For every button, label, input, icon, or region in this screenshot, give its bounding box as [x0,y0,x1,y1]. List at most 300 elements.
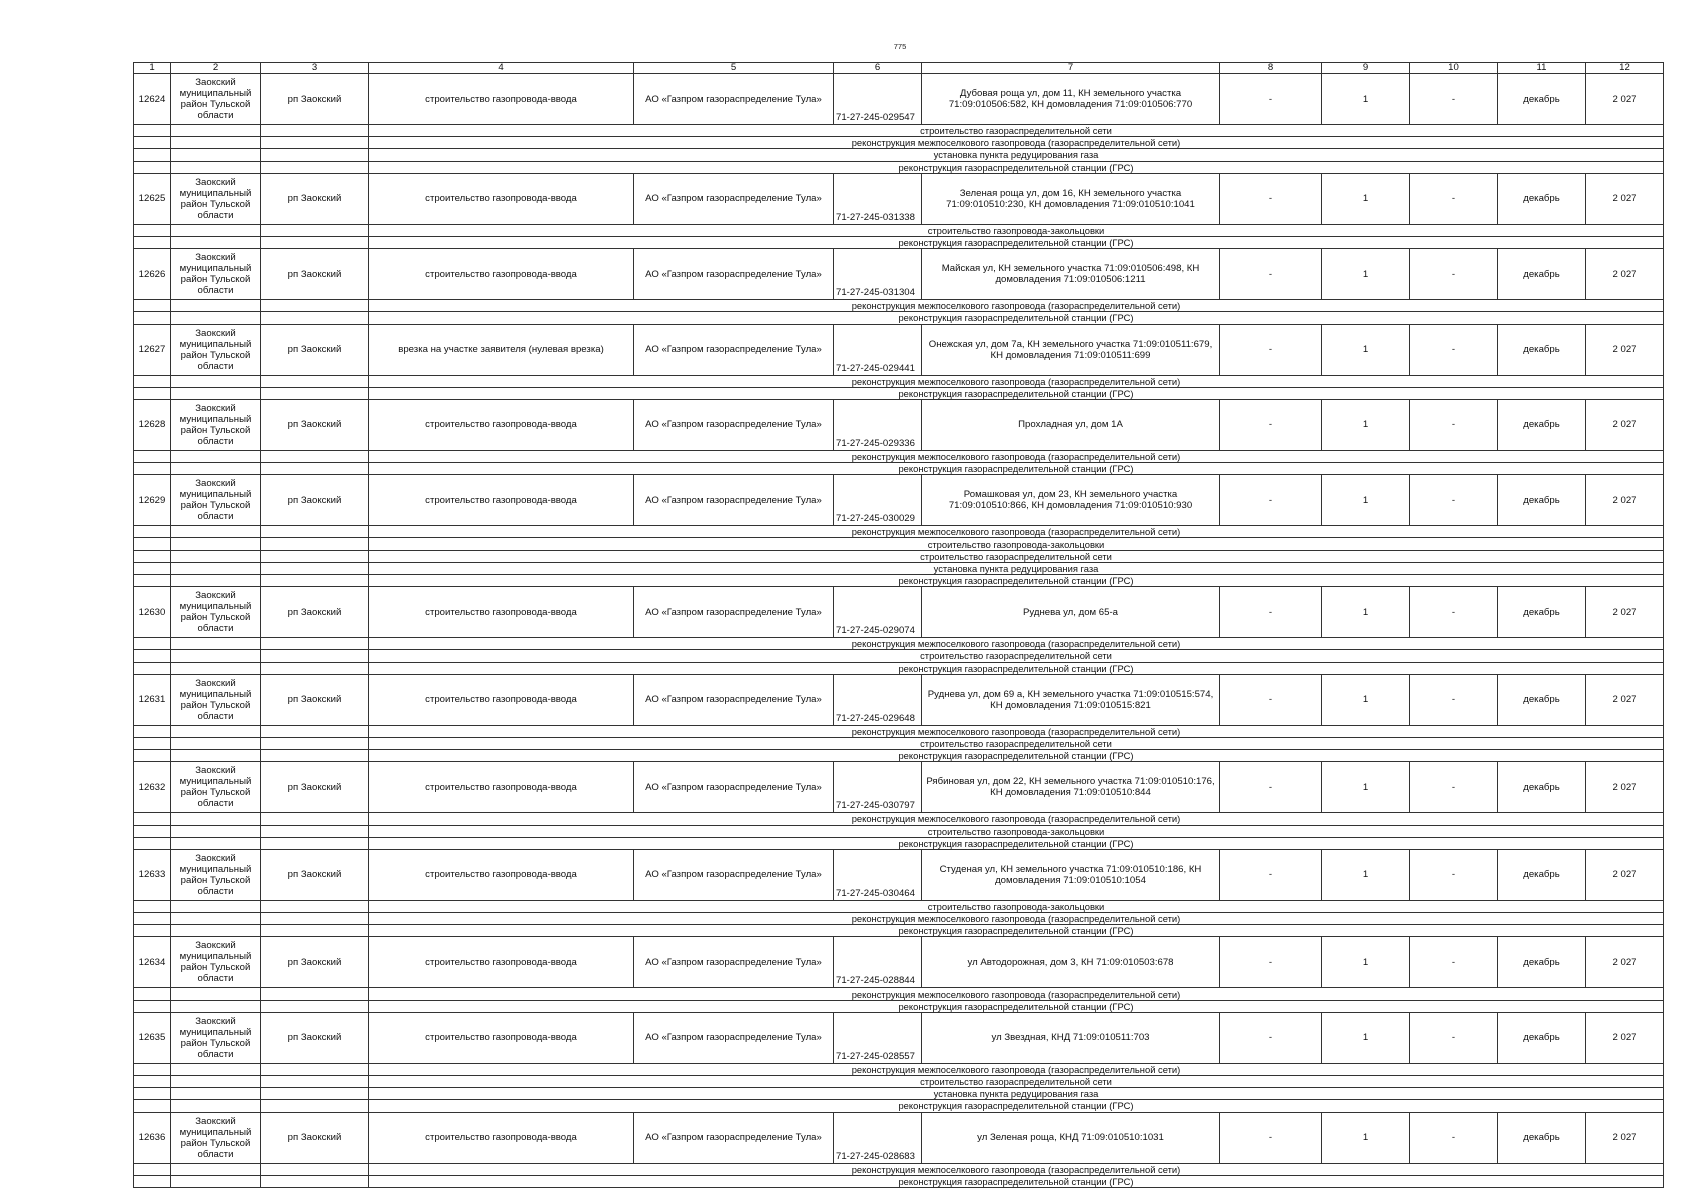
year-cell: 2 027 [1586,762,1664,813]
sub-work-row [134,638,1664,650]
year-cell: 2 027 [1586,399,1664,450]
work-type-cell: строительство газопровода-ввода [369,1112,634,1163]
blank-cell [134,1000,171,1012]
sub-work-row [134,550,1664,562]
month-cell: декабрь [1498,249,1586,300]
sub-work-text: реконструкция межпоселкового газопровода (газораспределительной сети) [369,638,1664,650]
blank-cell [134,450,171,462]
column-header: 4 [369,63,634,74]
sub-work-row [134,312,1664,324]
address-cell: Зеленая роща ул, дом 16, КН земельного участка 71:09:010510:230, КН домовладения 71:09:010510:1041 [922,173,1220,224]
blank-cell [134,650,171,662]
year-cell: 2 027 [1586,74,1664,125]
sub-work-text: реконструкция межпоселкового газопровода (газораспределительной сети) [369,725,1664,737]
column-8-cell: - [1220,937,1322,988]
work-type-cell: строительство газопровода-ввода [369,762,634,813]
blank-cell [261,312,369,324]
blank-cell [261,463,369,475]
sub-work-text: реконструкция межпоселкового газопровода (газораспределительной сети) [369,375,1664,387]
column-10-cell: - [1410,249,1498,300]
district-cell: Заокский муниципальный район Тульской области [171,324,261,375]
blank-cell [171,988,261,1000]
record-id: 12636 [134,1112,171,1163]
record-id: 12628 [134,399,171,450]
table-row [134,475,1664,526]
sub-work-text: реконструкция газораспределительной станции (ГРС) [369,1175,1664,1187]
column-10-cell: - [1410,849,1498,900]
year-cell: 2 027 [1586,249,1664,300]
sub-work-text: строительство газораспределительной сети [369,550,1664,562]
blank-cell [171,550,261,562]
blank-cell [261,725,369,737]
blank-cell [171,925,261,937]
work-type-cell: строительство газопровода-ввода [369,937,634,988]
application-code-cell: 71-27-245-029441 [834,324,922,375]
blank-cell [261,1100,369,1112]
sub-work-text: реконструкция газораспределительной станции (ГРС) [369,463,1664,475]
blank-cell [261,900,369,912]
sub-work-row [134,750,1664,762]
address-cell: Руднева ул, дом 65-а [922,587,1220,638]
sub-work-text: реконструкция газораспределительной станции (ГРС) [369,1000,1664,1012]
application-code-cell: 71-27-245-030464 [834,849,922,900]
blank-cell [171,387,261,399]
application-code-cell: 71-27-245-029648 [834,674,922,725]
column-8-cell: - [1220,399,1322,450]
address-cell: Онежская ул, дом 7а, КН земельного участка 71:09:010511:679, КН домовладения 71:09:010511:699 [922,324,1220,375]
work-type-cell: строительство газопровода-ввода [369,173,634,224]
blank-cell [134,900,171,912]
address-cell: Студеная ул, КН земельного участка 71:09:010510:186, КН домовладения 71:09:010510:1054 [922,849,1220,900]
blank-cell [134,638,171,650]
district-cell: Заокский муниципальный район Тульской области [171,1012,261,1063]
month-cell: декабрь [1498,762,1586,813]
column-number-header-row [134,63,1664,74]
blank-cell [134,925,171,937]
sub-work-text: реконструкция межпоселкового газопровода (газораспределительной сети) [369,300,1664,312]
blank-cell [261,837,369,849]
sub-work-text: реконструкция газораспределительной станции (ГРС) [369,161,1664,173]
organization-cell: АО «Газпром газораспределение Тула» [634,324,834,375]
settlement-cell: рп Заокский [261,762,369,813]
blank-cell [134,725,171,737]
blank-cell [261,988,369,1000]
table-row [134,1012,1664,1063]
blank-cell [261,650,369,662]
blank-cell [171,1088,261,1100]
blank-cell [171,236,261,248]
blank-cell [261,575,369,587]
blank-cell [171,575,261,587]
blank-cell [171,463,261,475]
work-type-cell: строительство газопровода-ввода [369,587,634,638]
table-row [134,249,1664,300]
table-row [134,937,1664,988]
blank-cell [171,750,261,762]
column-9-cell: 1 [1322,475,1410,526]
sub-work-row [134,224,1664,236]
sub-work-text: реконструкция газораспределительной станции (ГРС) [369,575,1664,587]
sub-work-row [134,988,1664,1000]
district-cell: Заокский муниципальный район Тульской области [171,674,261,725]
column-header: 3 [261,63,369,74]
blank-cell [261,149,369,161]
blank-cell [171,526,261,538]
record-id: 12632 [134,762,171,813]
application-code-cell: 71-27-245-029547 [834,74,922,125]
settlement-cell: рп Заокский [261,399,369,450]
sub-work-row [134,387,1664,399]
column-header: 9 [1322,63,1410,74]
blank-cell [134,300,171,312]
blank-cell [134,750,171,762]
sub-work-text: реконструкция газораспределительной станции (ГРС) [369,387,1664,399]
blank-cell [134,137,171,149]
column-header: 2 [171,63,261,74]
column-8-cell: - [1220,1012,1322,1063]
column-8-cell: - [1220,674,1322,725]
work-type-cell: строительство газопровода-ввода [369,1012,634,1063]
blank-cell [261,813,369,825]
blank-cell [171,725,261,737]
blank-cell [134,988,171,1000]
blank-cell [171,1063,261,1075]
column-header: 6 [834,63,922,74]
blank-cell [134,575,171,587]
column-10-cell: - [1410,587,1498,638]
column-10-cell: - [1410,324,1498,375]
district-cell: Заокский муниципальный район Тульской области [171,937,261,988]
blank-cell [134,662,171,674]
blank-cell [171,161,261,173]
blank-cell [171,224,261,236]
column-8-cell: - [1220,324,1322,375]
table-row [134,173,1664,224]
work-type-cell: строительство газопровода-ввода [369,849,634,900]
column-8-cell: - [1220,762,1322,813]
month-cell: декабрь [1498,475,1586,526]
column-8-cell: - [1220,173,1322,224]
month-cell: декабрь [1498,849,1586,900]
blank-cell [134,737,171,749]
application-code-cell: 71-27-245-028683 [834,1112,922,1163]
address-cell: Прохладная ул, дом 1А [922,399,1220,450]
sub-work-text: реконструкция газораспределительной станции (ГРС) [369,1100,1664,1112]
sub-work-text: реконструкция газораспределительной станции (ГРС) [369,750,1664,762]
blank-cell [134,562,171,574]
record-id: 12634 [134,937,171,988]
blank-cell [171,538,261,550]
settlement-cell: рп Заокский [261,587,369,638]
sub-work-row [134,1175,1664,1187]
column-9-cell: 1 [1322,249,1410,300]
year-cell: 2 027 [1586,937,1664,988]
organization-cell: АО «Газпром газораспределение Тула» [634,587,834,638]
sub-work-row [134,450,1664,462]
sub-work-row [134,925,1664,937]
blank-cell [134,1063,171,1075]
record-id: 12630 [134,587,171,638]
work-type-cell: строительство газопровода-ввода [369,475,634,526]
blank-cell [134,825,171,837]
column-9-cell: 1 [1322,849,1410,900]
month-cell: декабрь [1498,324,1586,375]
column-8-cell: - [1220,74,1322,125]
organization-cell: АО «Газпром газораспределение Тула» [634,475,834,526]
sub-work-text: реконструкция газораспределительной станции (ГРС) [369,837,1664,849]
address-cell: Ромашковая ул, дом 23, КН земельного участка 71:09:010510:866, КН домовладения 71:09:010510:930 [922,475,1220,526]
record-id: 12631 [134,674,171,725]
blank-cell [261,1000,369,1012]
blank-cell [134,1088,171,1100]
sub-work-text: реконструкция газораспределительной станции (ГРС) [369,312,1664,324]
blank-cell [261,825,369,837]
blank-cell [134,1076,171,1088]
table-row [134,849,1664,900]
blank-cell [171,825,261,837]
record-id: 12624 [134,74,171,125]
organization-cell: АО «Газпром газораспределение Тула» [634,937,834,988]
blank-cell [171,1175,261,1187]
blank-cell [261,925,369,937]
blank-cell [171,375,261,387]
blank-cell [134,236,171,248]
sub-work-row [134,562,1664,574]
blank-cell [171,450,261,462]
application-code-cell: 71-27-245-029336 [834,399,922,450]
blank-cell [261,125,369,137]
column-header: 1 [134,63,171,74]
blank-cell [134,375,171,387]
table-row [134,324,1664,375]
address-cell: Рябиновая ул, дом 22, КН земельного участка 71:09:010510:176, КН домовладения 71:09:010510:844 [922,762,1220,813]
blank-cell [261,1163,369,1175]
column-10-cell: - [1410,475,1498,526]
column-9-cell: 1 [1322,324,1410,375]
blank-cell [261,1076,369,1088]
settlement-cell: рп Заокский [261,1112,369,1163]
column-header: 10 [1410,63,1498,74]
table-row [134,674,1664,725]
sub-work-text: реконструкция межпоселкового газопровода (газораспределительной сети) [369,137,1664,149]
district-cell: Заокский муниципальный район Тульской области [171,399,261,450]
blank-cell [171,813,261,825]
district-cell: Заокский муниципальный район Тульской области [171,762,261,813]
address-cell: Руднева ул, дом 69 а, КН земельного участка 71:09:010515:574, КН домовладения 71:09:010515:821 [922,674,1220,725]
blank-cell [261,1175,369,1187]
blank-cell [171,650,261,662]
blank-cell [171,638,261,650]
sub-work-row [134,1088,1664,1100]
blank-cell [134,913,171,925]
sub-work-text: реконструкция межпоселкового газопровода (газораспределительной сети) [369,988,1664,1000]
column-10-cell: - [1410,1112,1498,1163]
blank-cell [261,387,369,399]
blank-cell [171,1163,261,1175]
sub-work-row [134,149,1664,161]
table-row [134,587,1664,638]
month-cell: декабрь [1498,1012,1586,1063]
column-9-cell: 1 [1322,74,1410,125]
blank-cell [134,125,171,137]
sub-work-text: строительство газопровода-закольцовки [369,900,1664,912]
column-10-cell: - [1410,399,1498,450]
sub-work-row [134,662,1664,674]
month-cell: декабрь [1498,587,1586,638]
blank-cell [261,236,369,248]
district-cell: Заокский муниципальный район Тульской области [171,475,261,526]
application-code-cell: 71-27-245-031338 [834,173,922,224]
column-9-cell: 1 [1322,399,1410,450]
table-row [134,762,1664,813]
column-10-cell: - [1410,74,1498,125]
year-cell: 2 027 [1586,587,1664,638]
blank-cell [171,149,261,161]
blank-cell [134,1100,171,1112]
district-cell: Заокский муниципальный район Тульской области [171,587,261,638]
blank-cell [134,550,171,562]
organization-cell: АО «Газпром газораспределение Тула» [634,74,834,125]
blank-cell [171,737,261,749]
blank-cell [171,312,261,324]
record-id: 12635 [134,1012,171,1063]
blank-cell [171,300,261,312]
application-code-cell: 71-27-245-030797 [834,762,922,813]
district-cell: Заокский муниципальный район Тульской области [171,173,261,224]
table-row [134,399,1664,450]
year-cell: 2 027 [1586,1012,1664,1063]
application-code-cell: 71-27-245-031304 [834,249,922,300]
address-cell: ул Зеленая роща, КНД 71:09:010510:1031 [922,1112,1220,1163]
blank-cell [261,662,369,674]
blank-cell [261,913,369,925]
column-header: 12 [1586,63,1664,74]
blank-cell [134,463,171,475]
work-type-cell: строительство газопровода-ввода [369,249,634,300]
column-9-cell: 1 [1322,587,1410,638]
settlement-cell: рп Заокский [261,475,369,526]
blank-cell [261,550,369,562]
sub-work-text: строительство газопровода-закольцовки [369,825,1664,837]
blank-cell [261,161,369,173]
sub-work-row [134,900,1664,912]
blank-cell [261,300,369,312]
blank-cell [134,538,171,550]
record-id: 12627 [134,324,171,375]
column-9-cell: 1 [1322,937,1410,988]
blank-cell [171,662,261,674]
organization-cell: АО «Газпром газораспределение Тула» [634,849,834,900]
blank-cell [261,224,369,236]
blank-cell [261,375,369,387]
sub-work-row [134,813,1664,825]
blank-cell [171,913,261,925]
blank-cell [171,1076,261,1088]
blank-cell [261,638,369,650]
month-cell: декабрь [1498,674,1586,725]
blank-cell [171,125,261,137]
registry-body [134,63,1664,1188]
blank-cell [134,526,171,538]
column-10-cell: - [1410,1012,1498,1063]
blank-cell [134,813,171,825]
blank-cell [171,837,261,849]
blank-cell [261,562,369,574]
column-8-cell: - [1220,587,1322,638]
district-cell: Заокский муниципальный район Тульской области [171,1112,261,1163]
record-id: 12633 [134,849,171,900]
blank-cell [261,1088,369,1100]
table-row [134,74,1664,125]
organization-cell: АО «Газпром газораспределение Тула» [634,762,834,813]
page-number: 775 [893,42,907,51]
blank-cell [134,1163,171,1175]
sub-work-row [134,837,1664,849]
sub-work-text: строительство газопровода-закольцовки [369,538,1664,550]
work-type-cell: строительство газопровода-ввода [369,399,634,450]
sub-work-text: строительство газораспределительной сети [369,650,1664,662]
address-cell: Майская ул, КН земельного участка 71:09:010506:498, КН домовладения 71:09:010506:1211 [922,249,1220,300]
organization-cell: АО «Газпром газораспределение Тула» [634,1012,834,1063]
blank-cell [261,1063,369,1075]
year-cell: 2 027 [1586,849,1664,900]
month-cell: декабрь [1498,173,1586,224]
sub-work-row [134,463,1664,475]
sub-work-text: реконструкция межпоселкового газопровода (газораспределительной сети) [369,813,1664,825]
sub-work-row [134,236,1664,248]
column-9-cell: 1 [1322,173,1410,224]
blank-cell [171,562,261,574]
sub-work-text: строительство газораспределительной сети [369,1076,1664,1088]
blank-cell [134,837,171,849]
column-8-cell: - [1220,849,1322,900]
sub-work-row [134,650,1664,662]
column-8-cell: - [1220,1112,1322,1163]
organization-cell: АО «Газпром газораспределение Тула» [634,399,834,450]
sub-work-text: установка пункта редуцирования газа [369,562,1664,574]
sub-work-row [134,1100,1664,1112]
sub-work-row [134,375,1664,387]
sub-work-row [134,538,1664,550]
blank-cell [134,1175,171,1187]
settlement-cell: рп Заокский [261,674,369,725]
sub-work-text: установка пункта редуцирования газа [369,1088,1664,1100]
organization-cell: АО «Газпром газораспределение Тула» [634,674,834,725]
month-cell: декабрь [1498,74,1586,125]
sub-work-text: реконструкция газораспределительной станции (ГРС) [369,925,1664,937]
application-code-cell: 71-27-245-028557 [834,1012,922,1063]
blank-cell [134,312,171,324]
year-cell: 2 027 [1586,475,1664,526]
work-type-cell: строительство газопровода-ввода [369,74,634,125]
sub-work-row [134,1076,1664,1088]
blank-cell [171,1000,261,1012]
column-header: 8 [1220,63,1322,74]
column-header: 11 [1498,63,1586,74]
address-cell: ул Звездная, КНД 71:09:010511:703 [922,1012,1220,1063]
application-code-cell: 71-27-245-029074 [834,587,922,638]
sub-work-text: реконструкция межпоселкового газопровода (газораспределительной сети) [369,1163,1664,1175]
blank-cell [134,149,171,161]
sub-work-row [134,1163,1664,1175]
blank-cell [134,387,171,399]
organization-cell: АО «Газпром газораспределение Тула» [634,1112,834,1163]
year-cell: 2 027 [1586,324,1664,375]
month-cell: декабрь [1498,1112,1586,1163]
blank-cell [261,538,369,550]
work-type-cell: врезка на участке заявителя (нулевая врезка) [369,324,634,375]
record-id: 12626 [134,249,171,300]
